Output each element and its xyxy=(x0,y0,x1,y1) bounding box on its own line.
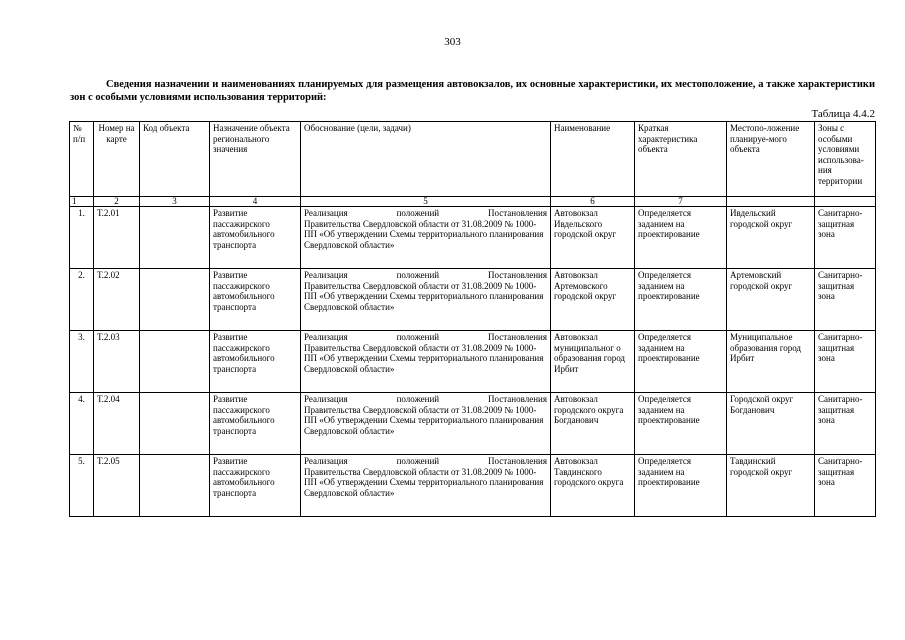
cell-num: 1. xyxy=(70,207,94,269)
header-object-code: Код объекта xyxy=(140,122,210,197)
cell-map-number: Т.2.04 xyxy=(94,393,140,455)
cell-zone: Санитарно-защитная зона xyxy=(815,269,876,331)
column-number: 2 xyxy=(94,197,140,207)
cell-map-number: Т.2.02 xyxy=(94,269,140,331)
cell-characteristic: Определяется заданием на проектирование xyxy=(635,269,727,331)
column-number: 1 xyxy=(70,197,94,207)
cell-name: Автовокзал муниципальног о образования город Ирбит xyxy=(551,331,635,393)
cell-object-code xyxy=(140,455,210,517)
cell-num: 2. xyxy=(70,269,94,331)
justification-first-line: Реализация положений Постановления xyxy=(304,332,547,342)
cell-purpose: Развитие пассажирского автомобильного транспорта xyxy=(210,331,301,393)
justification-first-line: Реализация положений Постановления xyxy=(304,456,547,466)
cell-object-code xyxy=(140,207,210,269)
cell-characteristic: Определяется заданием на проектирование xyxy=(635,207,727,269)
cell-name: Автовокзал Артемовского городской округ xyxy=(551,269,635,331)
cell-zone: Санитарно-защитная зона xyxy=(815,393,876,455)
document-heading: Сведения назначении и наименованиях планируемых для размещения автовокзалов, их основные характеристики, их местоположение, а также характеристики зон с особыми условиями использования территорий: xyxy=(70,79,875,103)
cell-location: Тавдинский городской округ xyxy=(727,455,815,517)
column-number: 7 xyxy=(635,197,727,207)
cell-map-number: Т.2.03 xyxy=(94,331,140,393)
cell-location: Городской округ Богданович xyxy=(727,393,815,455)
cell-location: Артемовский городской округ xyxy=(727,269,815,331)
cell-justification xyxy=(301,269,551,331)
cell-zone: Санитарно-защитная зона xyxy=(815,207,876,269)
justification-text: Правительства Свердловской области от 31.08.2009 № 1000-ПП «Об утверждении Схемы территориального планирования Свердловской области» xyxy=(304,280,544,312)
justification-text: Правительства Свердловской области от 31.08.2009 № 1000-ПП «Об утверждении Схемы территориального планирования Свердловской области» xyxy=(304,404,544,436)
cell-location: Ивдельский городской округ xyxy=(727,207,815,269)
cell-num: 3. xyxy=(70,331,94,393)
justification-text: Правительства Свердловской области от 31.08.2009 № 1000-ПП «Об утверждении Схемы территориального планирования Свердловской области» xyxy=(304,218,544,250)
page-number: 303 xyxy=(444,36,461,48)
cell-location: Муниципальное образования город Ирбит xyxy=(727,331,815,393)
cell-characteristic: Определяется заданием на проектирование xyxy=(635,331,727,393)
column-number xyxy=(815,197,876,207)
header-characteristic: Краткая характеристика объекта xyxy=(635,122,727,197)
table-row xyxy=(70,393,876,455)
cell-characteristic: Определяется заданием на проектирование xyxy=(635,455,727,517)
cell-map-number: Т.2.05 xyxy=(94,455,140,517)
table-row xyxy=(70,331,876,393)
table-row xyxy=(70,269,876,331)
header-num: № п/п xyxy=(70,122,94,197)
cell-justification xyxy=(301,393,551,455)
header-name: Наименование xyxy=(551,122,635,197)
cell-zone: Санитарно-защитная зона xyxy=(815,455,876,517)
cell-num: 5. xyxy=(70,455,94,517)
header-location: Местопо-ложение планируе-мого объекта xyxy=(727,122,815,197)
cell-purpose: Развитие пассажирского автомобильного транспорта xyxy=(210,207,301,269)
table-header-row xyxy=(70,122,876,197)
cell-num: 4. xyxy=(70,393,94,455)
column-number: 6 xyxy=(551,197,635,207)
cell-map-number: Т.2.01 xyxy=(94,207,140,269)
column-number xyxy=(727,197,815,207)
column-number: 3 xyxy=(140,197,210,207)
bus-stations-table xyxy=(69,121,876,517)
cell-object-code xyxy=(140,393,210,455)
justification-first-line: Реализация положений Постановления xyxy=(304,394,547,404)
cell-justification xyxy=(301,455,551,517)
column-number: 4 xyxy=(210,197,301,207)
cell-justification xyxy=(301,207,551,269)
table-caption: Таблица 4.4.2 xyxy=(811,108,875,120)
cell-name: Автовокзал Тавдинского городского округа xyxy=(551,455,635,517)
justification-first-line: Реализация положений Постановления xyxy=(304,270,547,280)
cell-name: Автовокзал городского округа Богданович xyxy=(551,393,635,455)
cell-justification xyxy=(301,331,551,393)
table-row xyxy=(70,455,876,517)
cell-object-code xyxy=(140,269,210,331)
cell-purpose: Развитие пассажирского автомобильного транспорта xyxy=(210,455,301,517)
header-map-number: Номер на карте xyxy=(94,122,140,197)
header-justification: Обоснование (цели, задачи) xyxy=(301,122,551,197)
justification-first-line: Реализация положений Постановления xyxy=(304,208,547,218)
table-row xyxy=(70,207,876,269)
justification-text: Правительства Свердловской области от 31.08.2009 № 1000-ПП «Об утверждении Схемы территориального планирования Свердловской области» xyxy=(304,466,544,498)
header-purpose: Назначение объекта регионального значения xyxy=(210,122,301,197)
cell-object-code xyxy=(140,331,210,393)
cell-purpose: Развитие пассажирского автомобильного транспорта xyxy=(210,393,301,455)
cell-purpose: Развитие пассажирского автомобильного транспорта xyxy=(210,269,301,331)
cell-name: Автовокзал Ивдельского городской округ xyxy=(551,207,635,269)
cell-characteristic: Определяется заданием на проектирование xyxy=(635,393,727,455)
header-zone: Зоны с особыми условиями использова-ния территории xyxy=(815,122,876,197)
justification-text: Правительства Свердловской области от 31.08.2009 № 1000-ПП «Об утверждении Схемы территориального планирования Свердловской области» xyxy=(304,342,544,374)
cell-zone: Санитарно-защитная зона xyxy=(815,331,876,393)
column-number-row xyxy=(70,197,876,207)
column-number: 5 xyxy=(301,197,551,207)
